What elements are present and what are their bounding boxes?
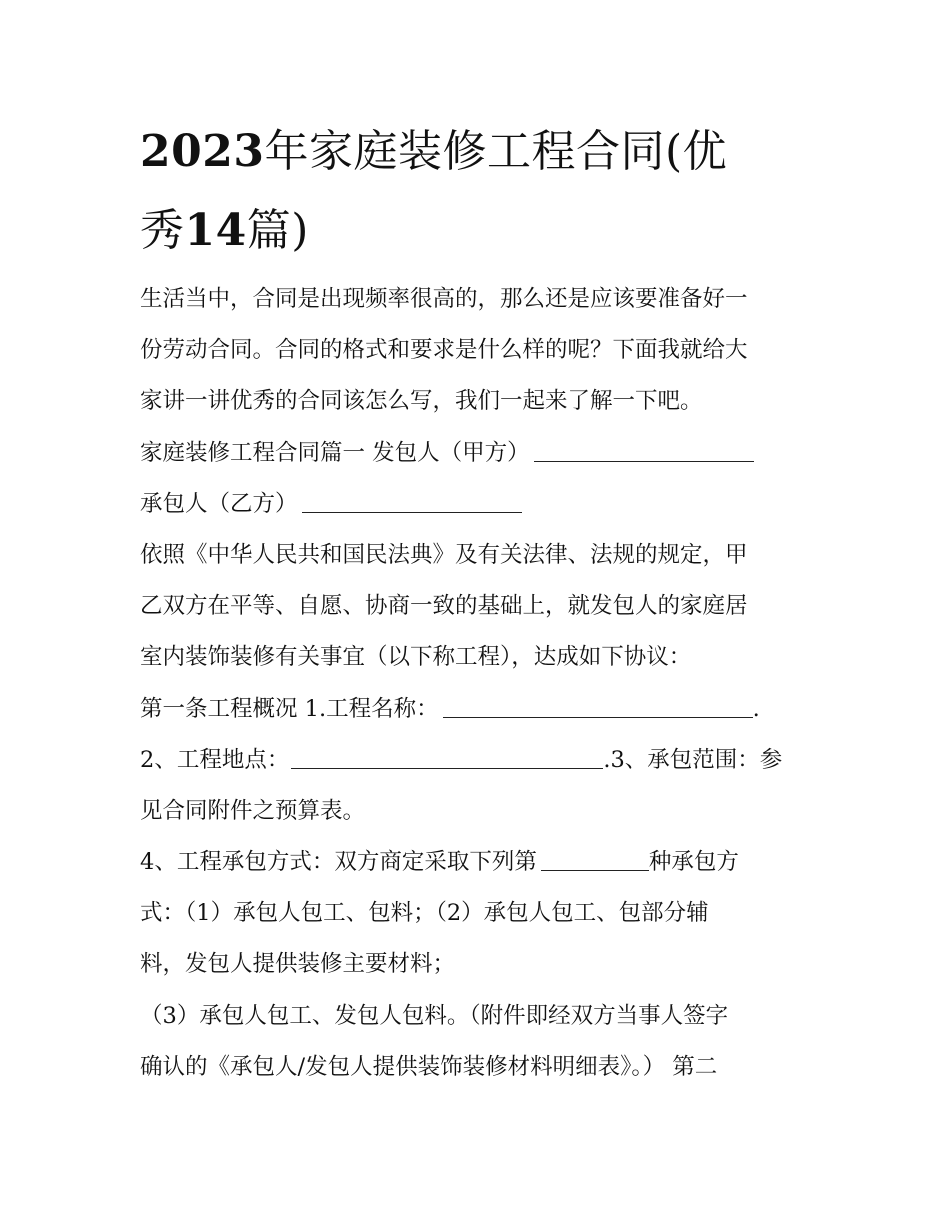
method-line-2: 式：（1）承包人包工、包料；（2）承包人包工、包部分辅 [140, 900, 709, 927]
party-b-line [140, 479, 820, 530]
title-count: 14 [184, 205, 247, 256]
project-name-label: 第一条工程概况 1.工程名称： [140, 695, 439, 722]
project-name-blank [443, 695, 753, 718]
scope-line-2: 见合同附件之预算表。 [140, 797, 366, 824]
method-label: 4、工程承包方式：双方商定采取下列第 [140, 849, 537, 876]
title-text-3: 篇) [246, 205, 309, 256]
article-1-line [140, 684, 820, 735]
project-name-end: . [752, 695, 760, 722]
party-b-label: 承包人（乙方） [140, 490, 298, 517]
method-line-3: 料，发包人提供装修主要材料； [140, 951, 456, 978]
party-a-label: 家庭装修工程合同篇一 发包人（甲方） [140, 439, 530, 466]
basis-line-1: 依照《中华人民共和国民法典》及有关法律、法规的规定，甲 [140, 541, 748, 568]
title-year: 2023 [140, 126, 265, 177]
contract-body [140, 274, 820, 1093]
site-line [140, 735, 820, 786]
title-text-2: 秀 [140, 205, 185, 256]
party-b-blank [302, 490, 522, 513]
intro-line-3: 家讲一讲优秀的合同该怎么写，我们一起来了解一下吧。 [140, 388, 703, 415]
method-blank [541, 848, 649, 871]
title-text-1: 年家庭装修工程合同(优 [264, 126, 728, 177]
party-a-blank [534, 439, 754, 462]
basis-line-3: 室内装饰装修有关事宜（以下称工程），达成如下协议： [140, 644, 692, 671]
intro-line-2: 份劳动合同。合同的格式和要求是什么样的呢？下面我就给大 [140, 337, 748, 364]
site-label: 2、工程地点： [140, 746, 290, 773]
method-line-1 [140, 837, 820, 888]
method-end: 种承包方 [648, 849, 739, 876]
basis-line-2: 乙双方在平等、自愿、协商一致的基础上，就发包人的家庭居 [140, 593, 748, 620]
scope-label: .3、承包范围：参 [603, 746, 783, 773]
party-a-line [140, 428, 820, 479]
method-line-4: （3）承包人包工、发包人包料。（附件即经双方当事人签字 [140, 1002, 729, 1029]
page-title [140, 112, 820, 270]
site-blank [291, 746, 603, 769]
method-line-5: 确认的《承包人/发包人提供装饰装修材料明细表》。） 第二 [140, 1053, 718, 1080]
intro-line-1: 生活当中，合同是出现频率很高的，那么还是应该要准备好一 [140, 286, 748, 312]
